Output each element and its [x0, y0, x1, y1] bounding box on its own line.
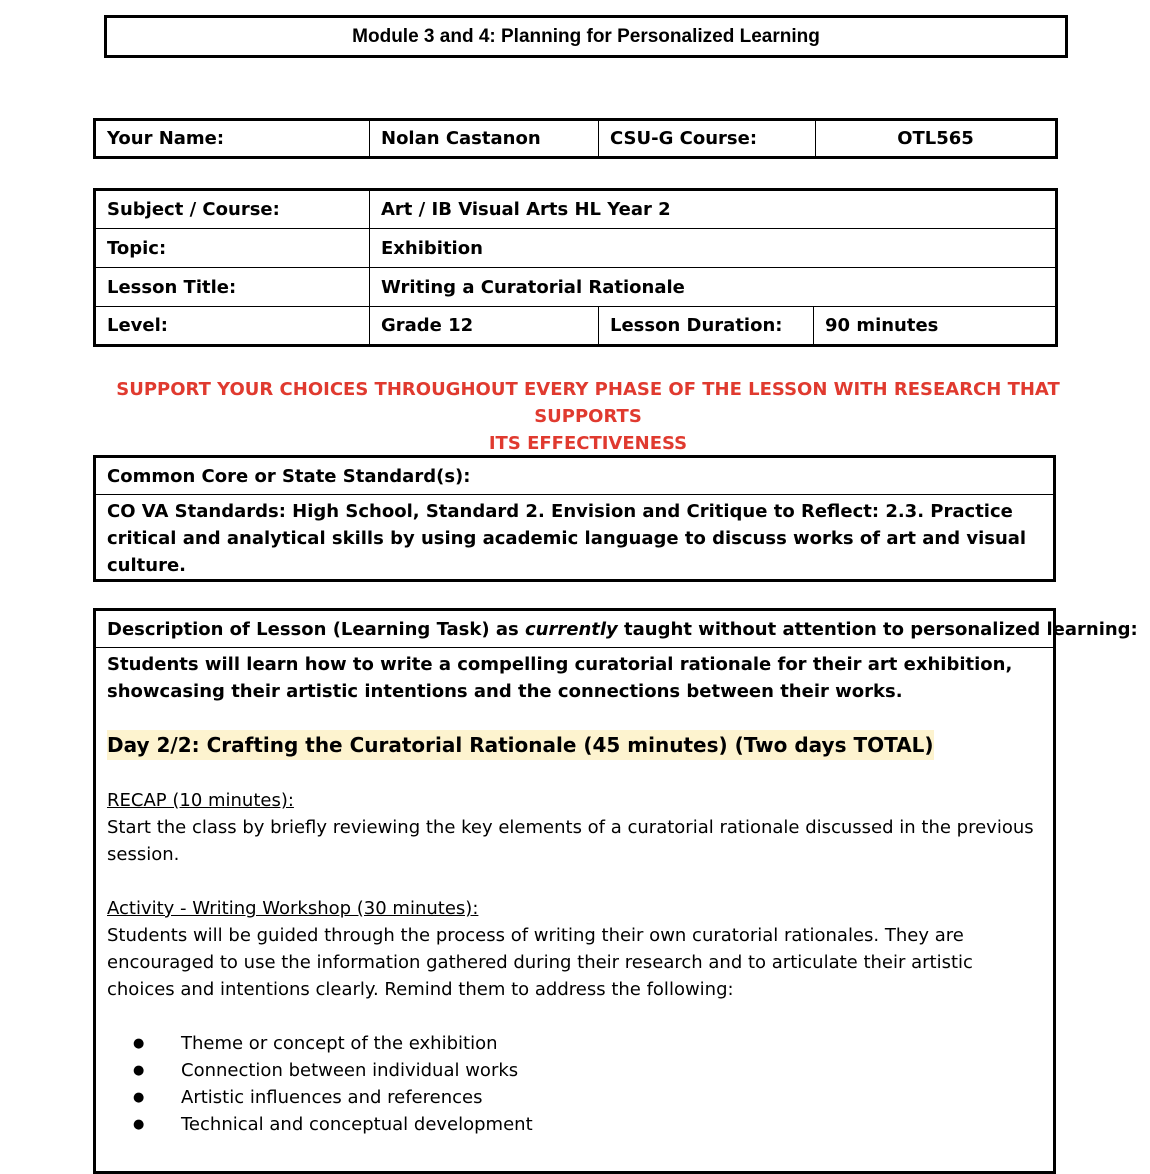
level-value: Grade 12 [370, 307, 599, 346]
lesson-title-value: Writing a Curatorial Rationale [370, 268, 1057, 307]
list-item: ● Theme or concept of the exhibition [169, 1030, 1053, 1057]
day-heading: Day 2/2: Crafting the Curatorial Rationale (45 minutes) (Two days TOTAL) [107, 730, 934, 760]
topic-label: Topic: [95, 229, 370, 268]
list-item: ● Artistic influences and references [169, 1084, 1053, 1111]
course-value: OTL565 [816, 120, 1057, 158]
duration-value: 90 minutes [814, 307, 1057, 346]
activity-label: Activity - Writing Workshop (30 minutes): [107, 898, 479, 919]
description-heading [96, 611, 1138, 648]
activity-text: Students will be guided through the process of writing their own curatorial rationales. They are encouraged to use the information gathered during their research and to articulate their artistic choices and intentions clearly. Remind them to address the following: [107, 925, 973, 1000]
course-label: CSU-G Course: [599, 120, 816, 158]
level-label: Level: [95, 307, 370, 346]
name-value: Nolan Castanon [370, 120, 599, 158]
description-summary: Students will learn how to write a compelling curatorial rationale for their art exhibition, showcasing their artistic intentions and the connections between their works. [107, 654, 1013, 702]
description-heading-pre: Description of Lesson (Learning Task) as [107, 619, 525, 640]
standards-box [93, 455, 1056, 582]
standards-text: CO VA Standards: High School, Standard 2. Envision and Critique to Reflect: 2.3. Practice critical and analytical skills by using academic language to discuss works of art and visual culture. [107, 501, 1027, 576]
lesson-title-label: Lesson Title: [95, 268, 370, 307]
research-notice-line1: SUPPORT YOUR CHOICES THROUGHOUT EVERY PHASE OF THE LESSON WITH RESEARCH THAT SUPPORTS [116, 379, 1060, 427]
description-heading-post: taught without attention to personalized learning: [617, 619, 1138, 640]
research-notice-line2: ITS EFFECTIVENESS [488, 433, 688, 454]
research-notice [93, 376, 1083, 457]
recap-text: Start the class by briefly reviewing the key elements of a curatorial rationale discussed in the previous session. [107, 817, 1034, 865]
duration-label: Lesson Duration: [599, 307, 814, 346]
topic-value: Exhibition [370, 229, 1057, 268]
description-heading-emphasis: currently [525, 619, 618, 640]
topic-row [95, 229, 1057, 268]
level-row [95, 307, 1057, 346]
standards-heading: Common Core or State Standard(s): [96, 458, 1053, 495]
name-label: Your Name: [95, 120, 370, 158]
subject-row [95, 190, 1057, 229]
module-title: Module 3 and 4: Planning for Personalized Learning [104, 15, 1068, 58]
subject-value: Art / IB Visual Arts HL Year 2 [370, 190, 1057, 229]
lesson-title-row [95, 268, 1057, 307]
rationale-checklist [96, 1030, 1053, 1138]
recap-label: RECAP (10 minutes): [107, 790, 294, 811]
subject-label: Subject / Course: [95, 190, 370, 229]
lesson-description-box [93, 608, 1138, 1174]
lesson-info-table [93, 188, 1058, 347]
list-item: ● Connection between individual works [169, 1057, 1053, 1084]
list-item: ● Technical and conceptual development [169, 1111, 1053, 1138]
name-row [95, 120, 1057, 158]
name-course-table [93, 118, 1058, 159]
